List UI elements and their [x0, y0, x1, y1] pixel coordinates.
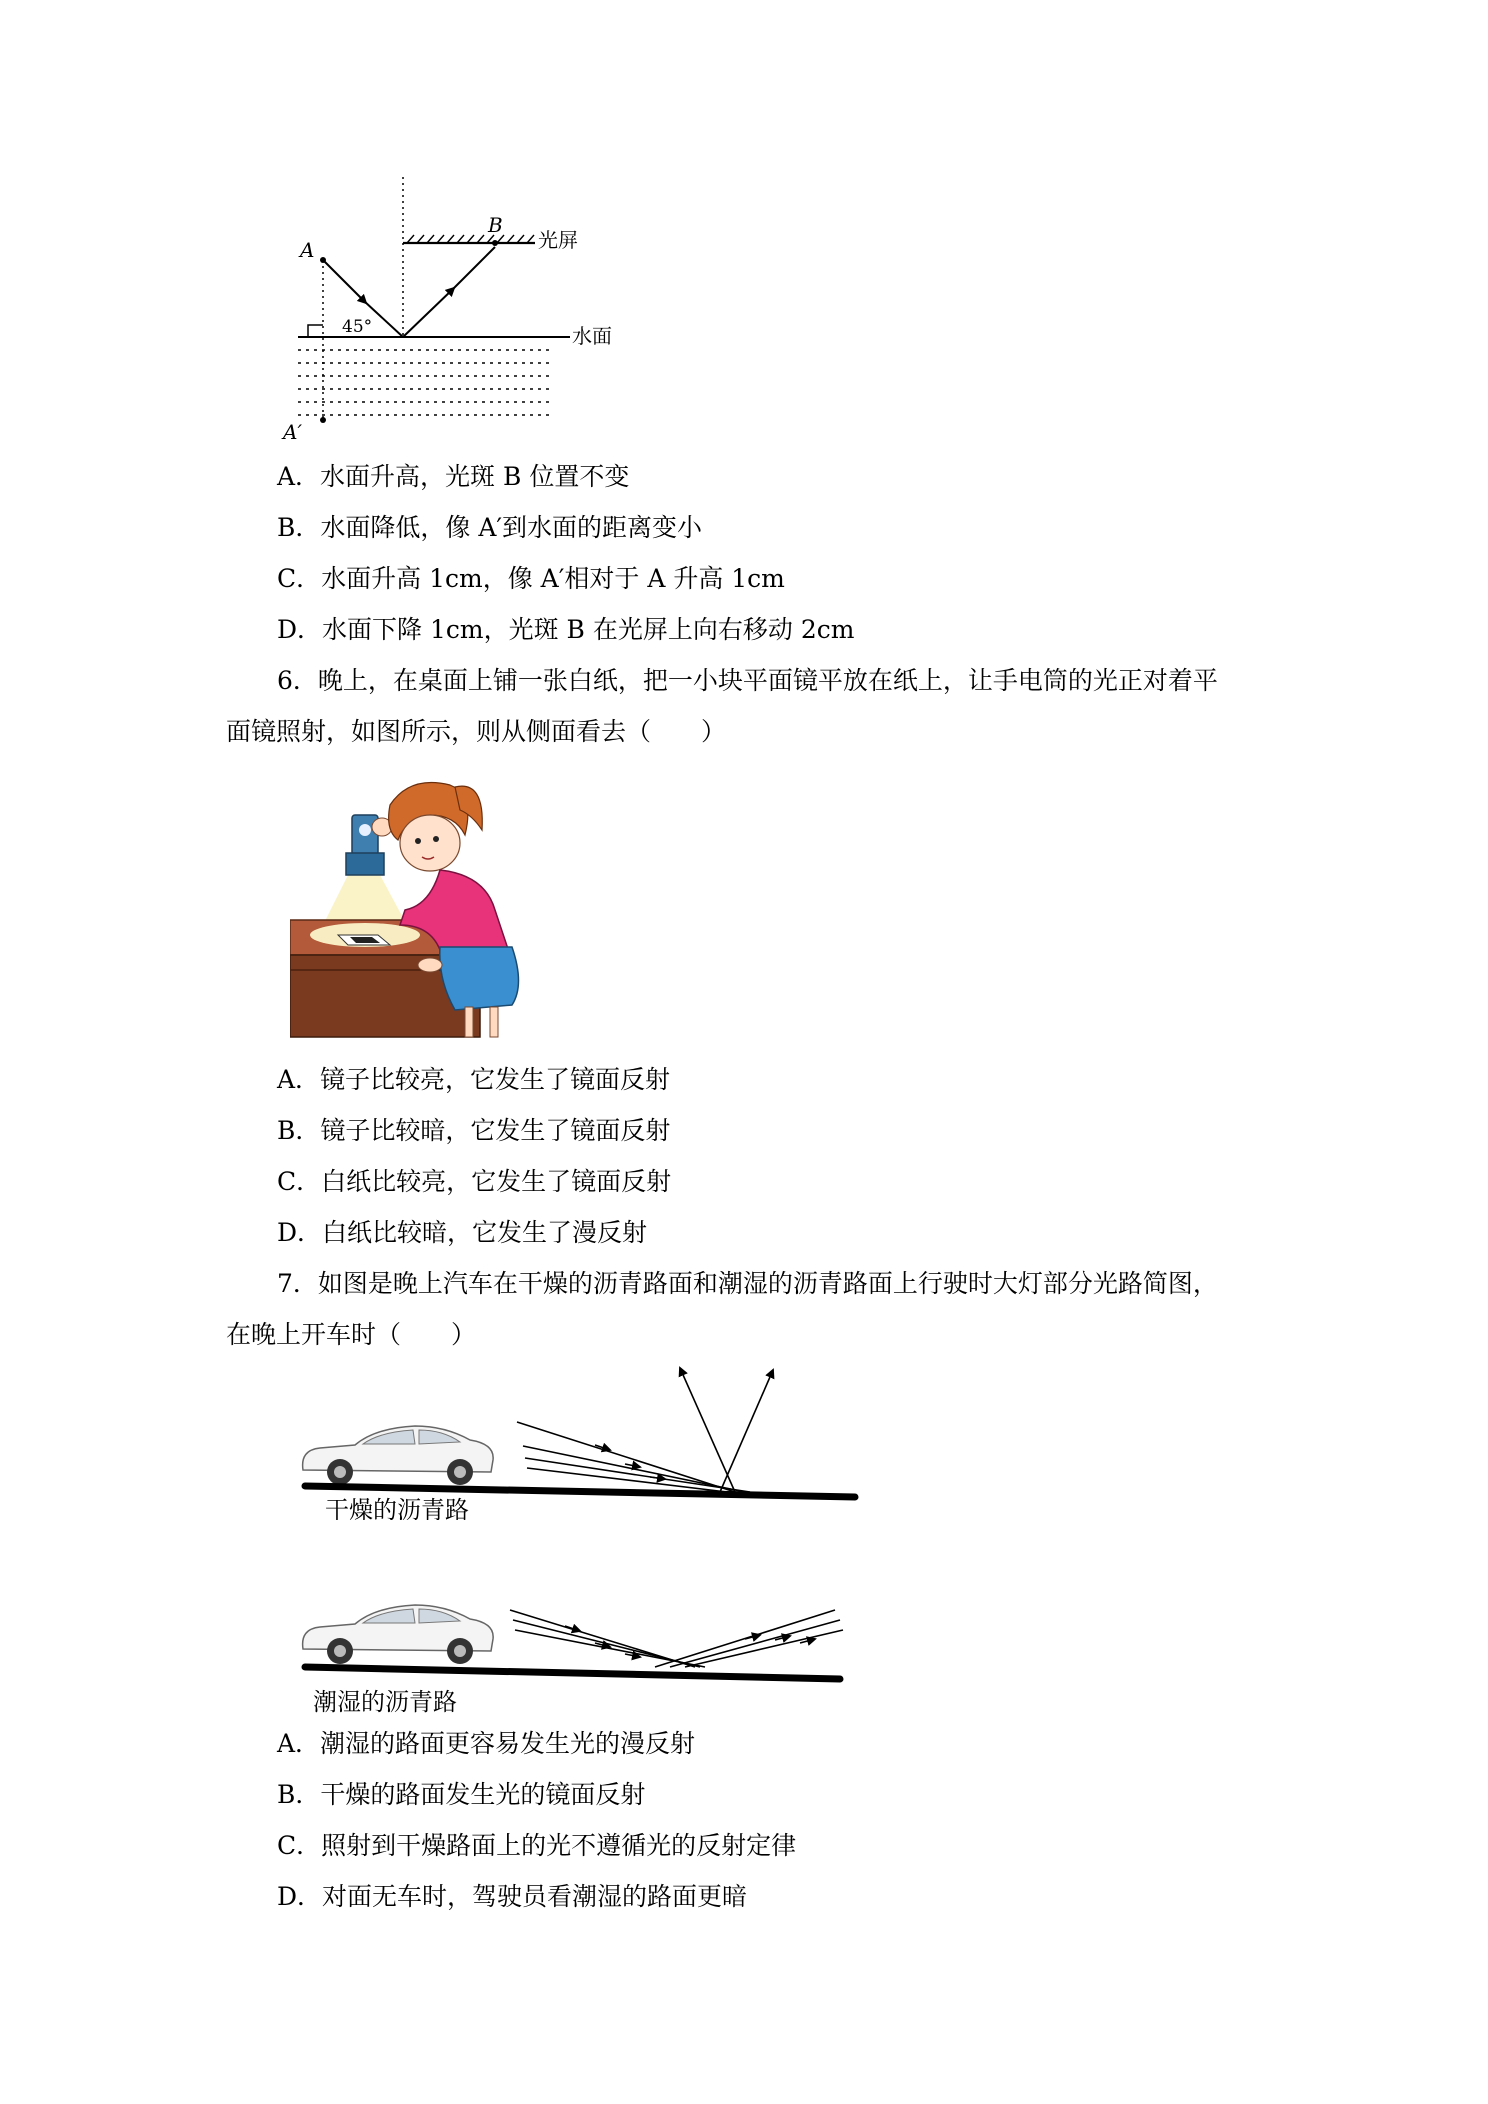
q6-option-c: C．白纸比较亮，它发生了镜面反射 [277, 1167, 672, 1196]
reflection-diagram [280, 175, 640, 450]
q6-option-a: A．镜子比较亮，它发生了镜面反射 [277, 1065, 671, 1094]
caption-wet-road: 潮湿的沥青路 [313, 1688, 457, 1715]
dry-road-diagram [295, 1360, 865, 1520]
q7-option-d: D．对面无车时，驾驶员看潮湿的路面更暗 [277, 1882, 748, 1911]
car-icon [303, 1605, 494, 1664]
q6-option-d: D．白纸比较暗，它发生了漫反射 [277, 1218, 648, 1247]
q7-stem-line1: 7．如图是晚上汽车在干燥的沥青路面和潮湿的沥青路面上行驶时大灯部分光路简图， [277, 1269, 1218, 1298]
q7-stem-line2: 在晚上开车时（ ） [226, 1320, 477, 1349]
label-angle: 45° [342, 317, 373, 337]
label-screen: 光屏 [538, 228, 578, 252]
q7-option-c: C．照射到干燥路面上的光不遵循光的反射定律 [277, 1831, 797, 1860]
q5-option-a: A．水面升高，光斑 B 位置不变 [277, 462, 630, 491]
label-water: 水面 [572, 324, 612, 348]
q5-option-b: B．水面降低，像 A′到水面的距离变小 [277, 513, 703, 542]
label-a: A [300, 238, 315, 262]
q7-option-a: A．潮湿的路面更容易发生光的漫反射 [277, 1729, 696, 1758]
car-icon [303, 1426, 494, 1485]
caption-dry-road: 干燥的沥青路 [325, 1496, 469, 1520]
label-a-prime: A′ [283, 420, 302, 444]
q6-option-b: B．镜子比较暗，它发生了镜面反射 [277, 1116, 671, 1145]
q7-option-b: B．干燥的路面发生光的镜面反射 [277, 1780, 646, 1809]
q5-option-d: D．水面下降 1cm，光斑 B 在光屏上向右移动 2cm [277, 615, 855, 644]
q6-stem-line2: 面镜照射，如图所示，则从侧面看去（ ） [226, 717, 727, 746]
q6-stem-line1: 6．晚上，在桌面上铺一张白纸，把一小块平面镜平放在纸上，让手电筒的光正对着平 [277, 666, 1218, 695]
label-b: B [488, 213, 503, 237]
girl-flashlight-illustration [290, 775, 550, 1040]
wet-road-diagram [295, 1555, 865, 1715]
q5-option-c: C．水面升高 1cm，像 A′相对于 A 升高 1cm [277, 564, 785, 593]
